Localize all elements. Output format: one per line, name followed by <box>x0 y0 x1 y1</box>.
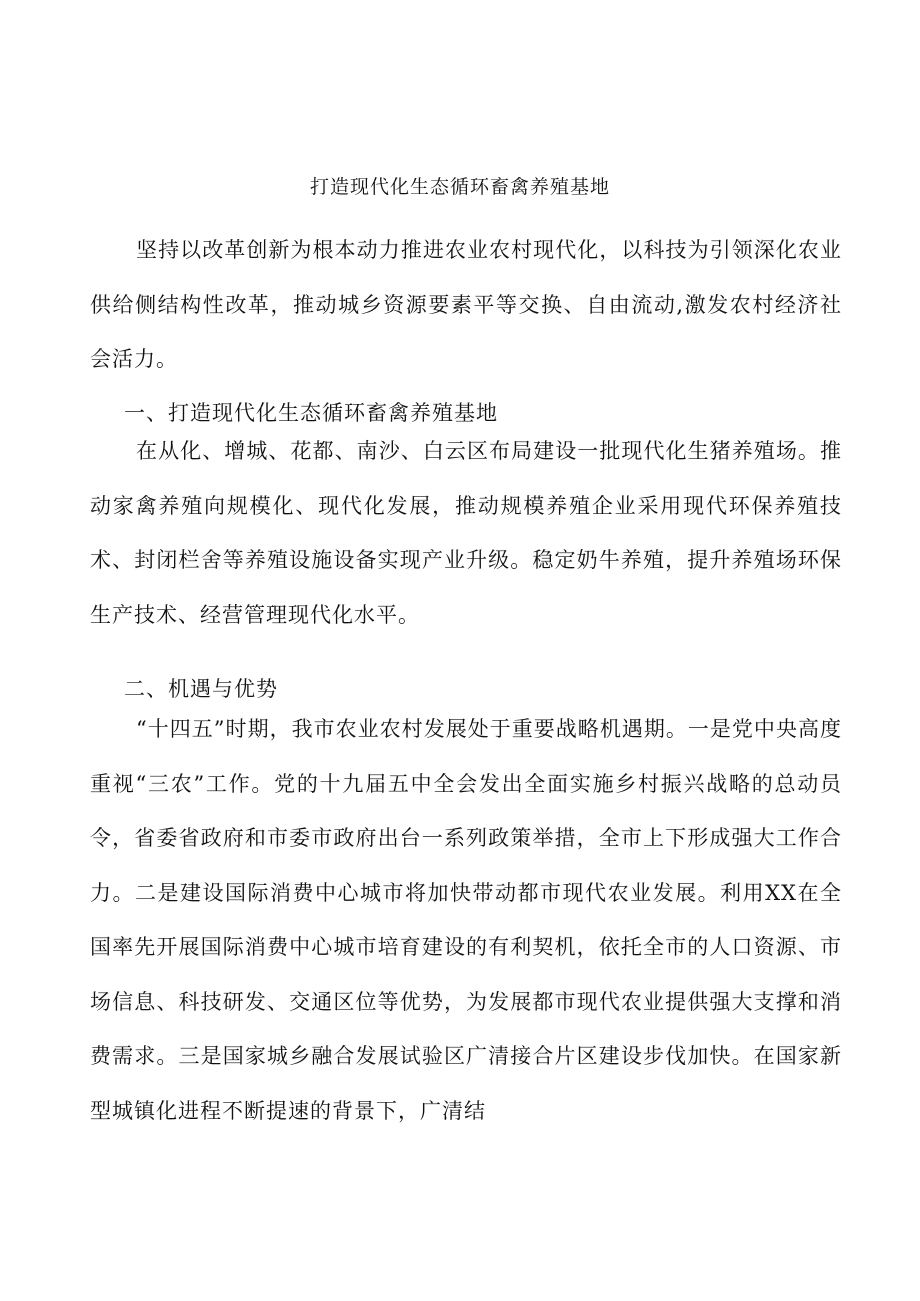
section-1-paragraph: 在从化、增城、花都、南沙、白云区布局建设一批现代化生猪养殖场。推动家禽养殖向规模化、现代化发展，推动规模养殖企业采用现代环保养殖技术、封闭栏舍等养殖设施设备实现产业升级。稳定奶牛养殖，提升养殖场环保生产技术、经营管理现代化水平。 <box>90 439 842 627</box>
intro-paragraph: 坚持以改革创新为根本动力推进农业农村现代化，以科技为引领深化农业供给侧结构性改革，推动城乡资源要素平等交换、自由流动,激发农村经济社会活力。 <box>90 238 842 371</box>
document-title: 打造现代化生态循环畜禽养殖基地 <box>309 176 610 198</box>
section-1-heading: 一、打造现代化生态循环畜禽养殖基地 <box>124 401 498 425</box>
section-2-paragraph: “十四五”时期，我市农业农村发展处于重要战略机遇期。一是党中央高度重视“三农”工作。党的十九届五中全会发出全面实施乡村振兴战略的总动员令，省委省政府和市委市政府出台一系列政策举措，全市上下形成强大工作合力。二是建设国际消费中心城市将加快带动都市现代农业发展。利用XX在全国率先开展国际消费中心城市培育建设的有利契机，依托全市的人口资源、市场信息、科技研发、交通区位等优势，为发展都市现代农业提供强大支撑和消费需求。三是国家城乡融合发展试验区广清接合片区建设步伐加快。在国家新型城镇化进程不断提速的背景下，广清结 <box>90 717 842 1123</box>
section-2-heading: 二、机遇与优势 <box>124 677 278 701</box>
